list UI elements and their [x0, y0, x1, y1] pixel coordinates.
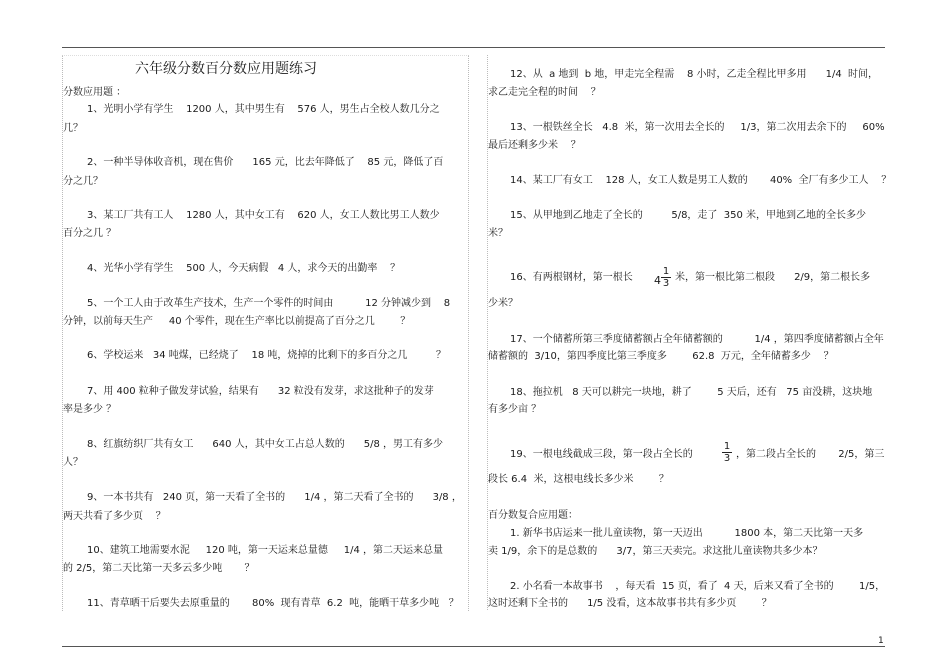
question-9-line-1: 9、一本书共有 240 页，第一天看了全书的 1/4 ，第二天看了全书的 3/8 ，: [87, 492, 462, 503]
question-19-numerator: 1: [723, 441, 731, 452]
question-13-line-1: 13、一根铁丝全长 4.8 米，第一次用去全长的 1/3，第二次用去余下的 60%: [510, 122, 885, 133]
question-18-line-1: 18、拖拉机 8 天可以耕完一块地，耕了 5 天后，还有 75 亩没耕，这块地: [510, 387, 873, 398]
question-10-line-1: 10、建筑工地需要水泥 120 吨，第一天运来总量德 1/4 ，第二天运来总量: [87, 545, 444, 556]
question-8-line-2: 人？: [63, 457, 83, 468]
question-16-numerator: 1: [662, 266, 670, 277]
question-12-line-1: 12、从 a 地到 b 地，甲走完全程需 8 小时，乙走全程比甲多用 1/4 时间，: [510, 69, 879, 80]
page-number: 1: [878, 636, 884, 646]
page-title: 六年级分数百分数应用题练习: [135, 61, 317, 77]
question-19-line-1a: 19、一根电线截成三段，第一段占全长的: [510, 449, 693, 460]
question-19-line-2: 段长 6.4 米，这根电线长多少米 ？: [488, 474, 669, 485]
question-3-line-1: 3、某工厂共有工人 1280 人，其中女工有 620 人，女工人数比男工人数少: [87, 210, 440, 221]
question-16-whole: 4: [654, 274, 661, 287]
question-9-line-2: 两天共看了多少页 ？: [63, 511, 166, 522]
question-16-line-1a: 16、有两根钢材，第一根长: [510, 272, 633, 283]
question-1-line-1: 1、光明小学有学生 1200 人，其中男生有 576 人，男生占全校人数几分之: [87, 104, 440, 115]
left-column-frame: [62, 55, 469, 611]
question-15-line-1: 15、从甲地到乙地走了全长的 5/8，走了 350 米，甲地到乙地的全长多少: [510, 210, 867, 221]
question-16-fraction: [661, 266, 671, 289]
question-7-line-1: 7、用 400 粒种子做发芽试验，结果有 32 粒没有发芽，求这批种子的发芽: [87, 386, 434, 397]
question-2-line-2: 分之几？: [63, 176, 103, 187]
question-7-line-2: 率是多少 ？: [63, 404, 117, 415]
section-heading-fraction: 分数应用题 ：: [63, 87, 127, 98]
question-5-line-2: 分钟，以前每天生产 40 个零件，现在生产率比以前提高了百分之几 ？: [63, 316, 411, 327]
question-19-denominator: 3: [723, 453, 731, 464]
question-17-line-1: 17、一个储蓄所第三季度储蓄额占全年储蓄额的 1/4 ，第四季度储蓄额占全年: [510, 334, 884, 345]
question-14: 14、某工厂有女工 128 人，女工人数是男工人数的 40% 全厂有多少工人 ？: [510, 175, 892, 186]
question-1-line-2: 几？: [63, 123, 83, 134]
question-8-line-1: 8、红旗纺织厂共有女工 640 人，其中女工占总人数的 5/8 ，男工有多少: [87, 439, 444, 450]
question-19-line-1b: ，第二段占全长的 2/5，第三: [736, 449, 885, 460]
question-16-line-2: 少米？: [488, 298, 518, 309]
problem-2-line-2: 这时还剩下全书的 1/5 没看，这本故事书共有多少页 ？: [488, 598, 772, 609]
problem-1-line-1: 1. 新华书店运来一批儿童读物，第一天迈出 1800 本，第二天比第一天多: [510, 528, 864, 539]
question-16-line-1b: 米，第一根比第二根段 2/9，第二根长多: [675, 272, 871, 283]
question-5-line-1: 5、一个工人由于改革生产技术，生产一个零件的时间由 12 分钟减少到 8: [87, 298, 451, 309]
question-18-line-2: 有多少亩 ？: [488, 404, 542, 415]
question-15-line-2: 米？: [488, 228, 508, 239]
question-16-denominator: 3: [662, 278, 670, 289]
bottom-rule: [62, 646, 885, 647]
question-13-line-2: 最后还剩多少米 ？: [488, 140, 581, 151]
question-3-line-2: 百分之几 ？: [63, 228, 117, 239]
question-12-line-2: 求乙走完全程的时间 ？: [488, 87, 601, 98]
question-2-line-1: 2、一种半导体收音机，现在售价 165 元，比去年降低了 85 元，降低了百: [87, 157, 444, 168]
problem-1-line-2: 卖 1/9，余下的是总数的 3/7，第三天卖完。求这批儿童读物共多少本？: [488, 546, 823, 557]
question-19-fraction: [722, 441, 732, 464]
question-4: 4、光华小学有学生 500 人，今天病假 4 人，求今天的出勤率 ？: [87, 263, 401, 274]
question-10-line-2: 的 2/5，第二天比第一天多云多少吨 ？: [63, 563, 255, 574]
section-heading-percent: 百分数复合应用题：: [488, 510, 578, 521]
question-11: 11、青草晒干后要失去原重量的 80% 现有青草 6.2 吨，能晒干草多少吨 ？: [87, 598, 459, 609]
question-6: 6、学校运来 34 吨煤，已经烧了 18 吨，烧掉的比剩下的多百分之几 ？: [87, 350, 447, 361]
problem-2-line-1: 2. 小名看一本故事书 ，每天看 15 页，看了 4 天，后来又看了全书的 1/5，: [510, 581, 886, 592]
question-17-line-2: 储蓄额的 3/10，第四季度比第三季度多 62.8 万元，全年储蓄多少 ？: [488, 351, 834, 362]
top-rule: [62, 47, 885, 48]
